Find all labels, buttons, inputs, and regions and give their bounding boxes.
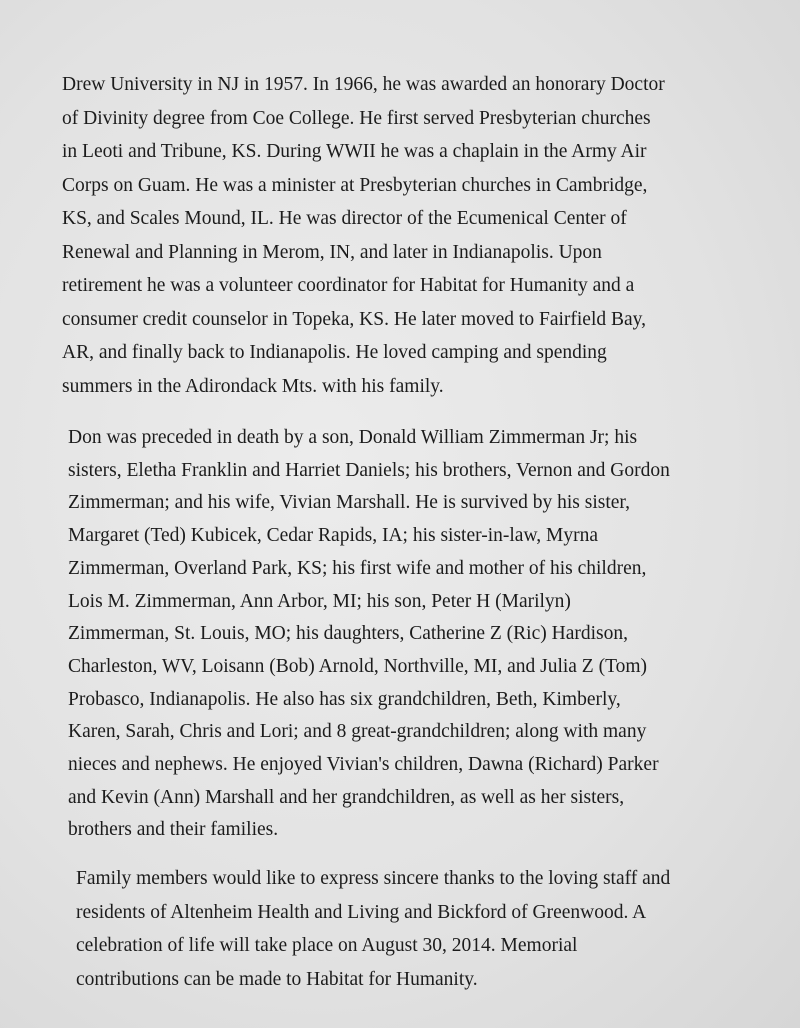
text-line: of Divinity degree from Coe College. He first served Presbyterian churches (62, 107, 651, 129)
paragraph-biography (62, 68, 762, 403)
text-line: and Kevin (Ann) Marshall and her grandchildren, as well as her sisters, (68, 786, 625, 808)
text-line: Margaret (Ted) Kubicek, Cedar Rapids, IA; his sister-in-law, Myrna (68, 525, 599, 547)
text-line: consumer credit counselor in Topeka, KS. He later moved to Fairfield Bay, (62, 308, 647, 330)
text-line: Lois M. Zimmerman, Ann Arbor, MI; his son, Peter H (Marilyn) (68, 590, 571, 612)
text-line: nieces and nephews. He enjoyed Vivian's children, Dawna (Richard) Parker (68, 754, 659, 776)
text-line: Zimmerman, St. Louis, MO; his daughters, Catherine Z (Ric) Hardison, (68, 623, 628, 645)
text-line: Renewal and Planning in Merom, IN, and later in Indianapolis. Upon (62, 241, 602, 263)
text-line: Corps on Guam. He was a minister at Presbyterian churches in Cambridge, (62, 174, 648, 196)
text-line: Zimmerman, Overland Park, KS; his first wife and mother of his children, (68, 557, 647, 579)
paragraph-thanks (76, 862, 776, 996)
text-line: Charleston, WV, Loisann (Bob) Arnold, Northville, MI, and Julia Z (Tom) (68, 655, 648, 677)
text-line: sisters, Eletha Franklin and Harriet Daniels; his brothers, Vernon and Gordon (68, 459, 670, 481)
text-line: Drew University in NJ in 1957. In 1966, he was awarded an honorary Doctor (62, 74, 665, 95)
text-line: AR, and finally back to Indianapolis. He loved camping and spending (62, 342, 607, 363)
text-line: Don was preceded in death by a son, Donald William Zimmerman Jr; his (68, 427, 638, 448)
text-line: celebration of life will take place on August 30, 2014. Memorial (76, 935, 578, 956)
text-line: brothers and their families. (68, 819, 279, 841)
text-line: KS, and Scales Mound, IL. He was director of the Ecumenical Center of (62, 208, 627, 229)
text-line: Karen, Sarah, Chris and Lori; and 8 great-grandchildren; along with many (68, 721, 647, 743)
text-line: Family members would like to express sincere thanks to the loving staff and (76, 868, 671, 889)
text-line: Probasco, Indianapolis. He also has six grandchildren, Beth, Kimberly, (68, 688, 621, 710)
text-line: Zimmerman; and his wife, Vivian Marshall. He is survived by his sister, (68, 492, 631, 514)
text-line: summers in the Adirondack Mts. with his family. (62, 375, 444, 397)
text-line: in Leoti and Tribune, KS. During WWII he was a chaplain in the Army Air (62, 141, 647, 162)
paragraph-family (68, 422, 768, 847)
text-line: retirement he was a volunteer coordinator for Habitat for Humanity and a (62, 275, 635, 296)
text-line: residents of Altenheim Health and Living and Bickford of Greenwood. A (76, 901, 647, 923)
text-line: contributions can be made to Habitat for Humanity. (76, 968, 478, 990)
